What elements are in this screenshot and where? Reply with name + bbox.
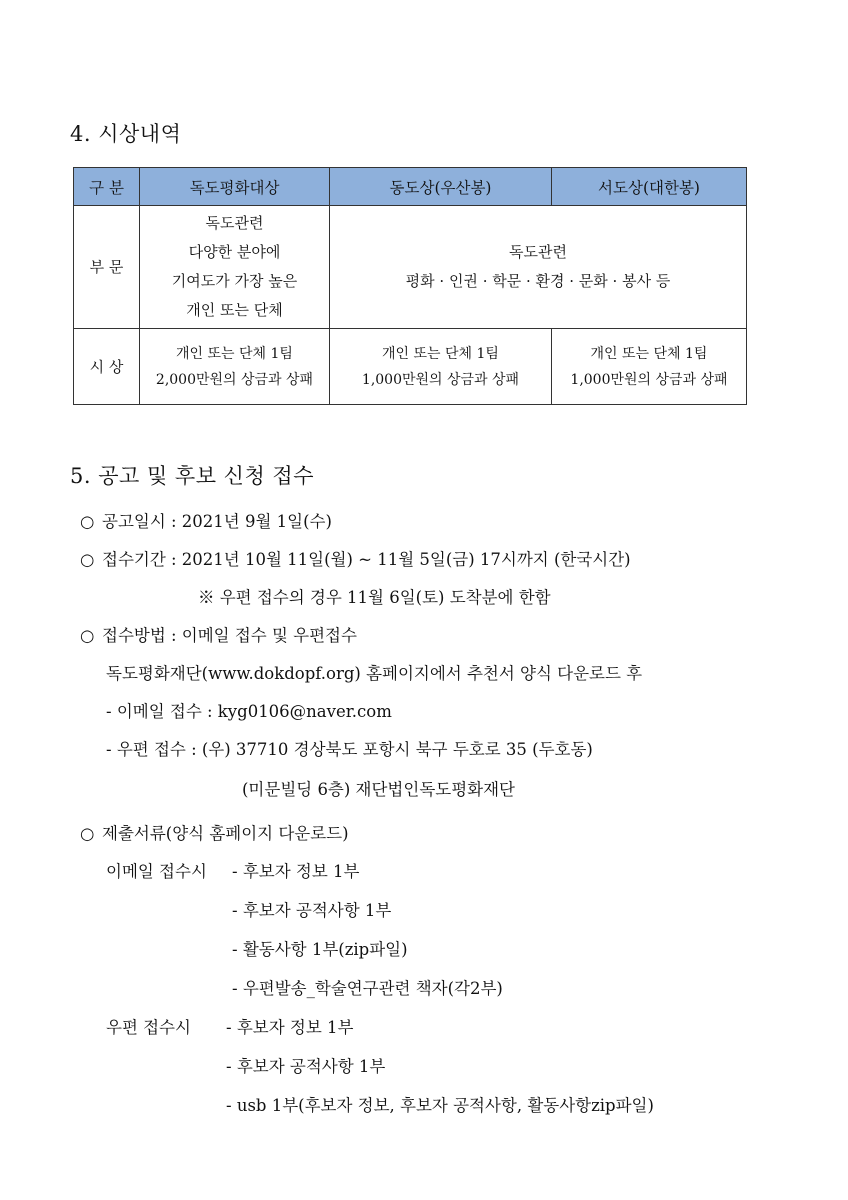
period-note: ※ 우편 접수의 경우 11월 6일(토) 도착분에 한함 xyxy=(198,588,551,607)
circle-bullet-icon: ○ xyxy=(80,824,95,843)
award-table-prize-row xyxy=(74,329,747,405)
grand-field-line: 독도관련 xyxy=(205,214,264,232)
post-docs-label: 우편 접수시 xyxy=(106,1018,191,1037)
dongdo-award-line: 1,000만원의 상금과 상패 xyxy=(361,371,520,388)
grand-prize-field xyxy=(140,206,330,329)
section-4-title: 4. 시상내역 xyxy=(70,122,182,146)
email-doc-item: - 후보자 공적사항 1부 xyxy=(232,901,392,920)
grand-prize-award xyxy=(140,329,330,405)
seodo-award-line: 1,000만원의 상금과 상패 xyxy=(570,371,728,388)
method-item xyxy=(80,622,357,646)
grand-award-line: 2,000만원의 상금과 상패 xyxy=(155,371,314,388)
field-row-label: 부 문 xyxy=(74,206,140,329)
circle-bullet-icon: ○ xyxy=(80,626,95,645)
award-table-header-row xyxy=(74,168,747,206)
header-category: 구 분 xyxy=(74,168,140,206)
post-doc-item: - 후보자 정보 1부 xyxy=(226,1018,354,1037)
award-table xyxy=(73,167,747,405)
documents-text: 제출서류(양식 홈페이지 다운로드) xyxy=(102,824,349,843)
email-doc-item: - 후보자 정보 1부 xyxy=(232,862,360,881)
notice-date-item xyxy=(80,508,332,532)
grand-field-line: 다양한 분야에 xyxy=(188,243,281,261)
shared-field-line: 평화 · 인권 · 학문 · 환경 · 문화 · 봉사 등 xyxy=(405,272,671,290)
documents-item xyxy=(80,820,349,844)
email-submission-line: - 이메일 접수 : kyg0106@naver.com xyxy=(106,702,392,721)
grand-field-line: 기여도가 가장 높은 xyxy=(171,272,298,290)
dongdo-prize-award xyxy=(330,329,552,405)
email-docs-label: 이메일 접수시 xyxy=(106,862,207,881)
circle-bullet-icon: ○ xyxy=(80,550,95,569)
period-text: 접수기간 : 2021년 10월 11일(월) ~ 11월 5일(금) 17시까지 (한국시간) xyxy=(102,550,631,569)
email-doc-item: - 우편발송_학술연구관련 책자(각2부) xyxy=(232,979,503,998)
post-doc-item: - 후보자 공적사항 1부 xyxy=(226,1057,386,1076)
post-doc-item: - usb 1부(후보자 정보, 후보자 공적사항, 활동사항zip파일) xyxy=(226,1096,654,1115)
header-seodo-prize: 서도상(대한봉) xyxy=(552,168,747,206)
shared-field-line: 독도관련 xyxy=(509,243,567,261)
grand-field-line: 개인 또는 단체 xyxy=(186,301,283,319)
grand-award-line: 개인 또는 단체 1팀 xyxy=(176,345,293,362)
dongdo-award-line: 개인 또는 단체 1팀 xyxy=(382,345,499,362)
award-table-field-row xyxy=(74,206,747,329)
section-5-title: 5. 공고 및 후보 신청 접수 xyxy=(70,464,314,488)
post-submission-line: - 우편 접수 : (우) 37710 경상북도 포항시 북구 두호로 35 (두호동) xyxy=(106,740,593,759)
prize-row-label: 시 상 xyxy=(74,329,140,405)
method-text: 접수방법 : 이메일 접수 및 우편접수 xyxy=(102,626,357,645)
notice-date-text: 공고일시 : 2021년 9월 1일(수) xyxy=(102,512,332,531)
header-grand-prize: 독도평화대상 xyxy=(140,168,330,206)
seodo-prize-award xyxy=(552,329,747,405)
header-dongdo-prize: 동도상(우산봉) xyxy=(330,168,552,206)
method-description: 독도평화재단(www.dokdopf.org) 홈페이지에서 추천서 양식 다운로드 후 xyxy=(106,664,643,683)
seodo-award-line: 개인 또는 단체 1팀 xyxy=(590,345,708,362)
email-doc-item: - 활동사항 1부(zip파일) xyxy=(232,940,408,959)
post-submission-line-2: (미문빌딩 6층) 재단법인독도평화재단 xyxy=(242,780,515,799)
shared-field xyxy=(330,206,747,329)
circle-bullet-icon: ○ xyxy=(80,512,95,531)
period-item xyxy=(80,546,631,570)
